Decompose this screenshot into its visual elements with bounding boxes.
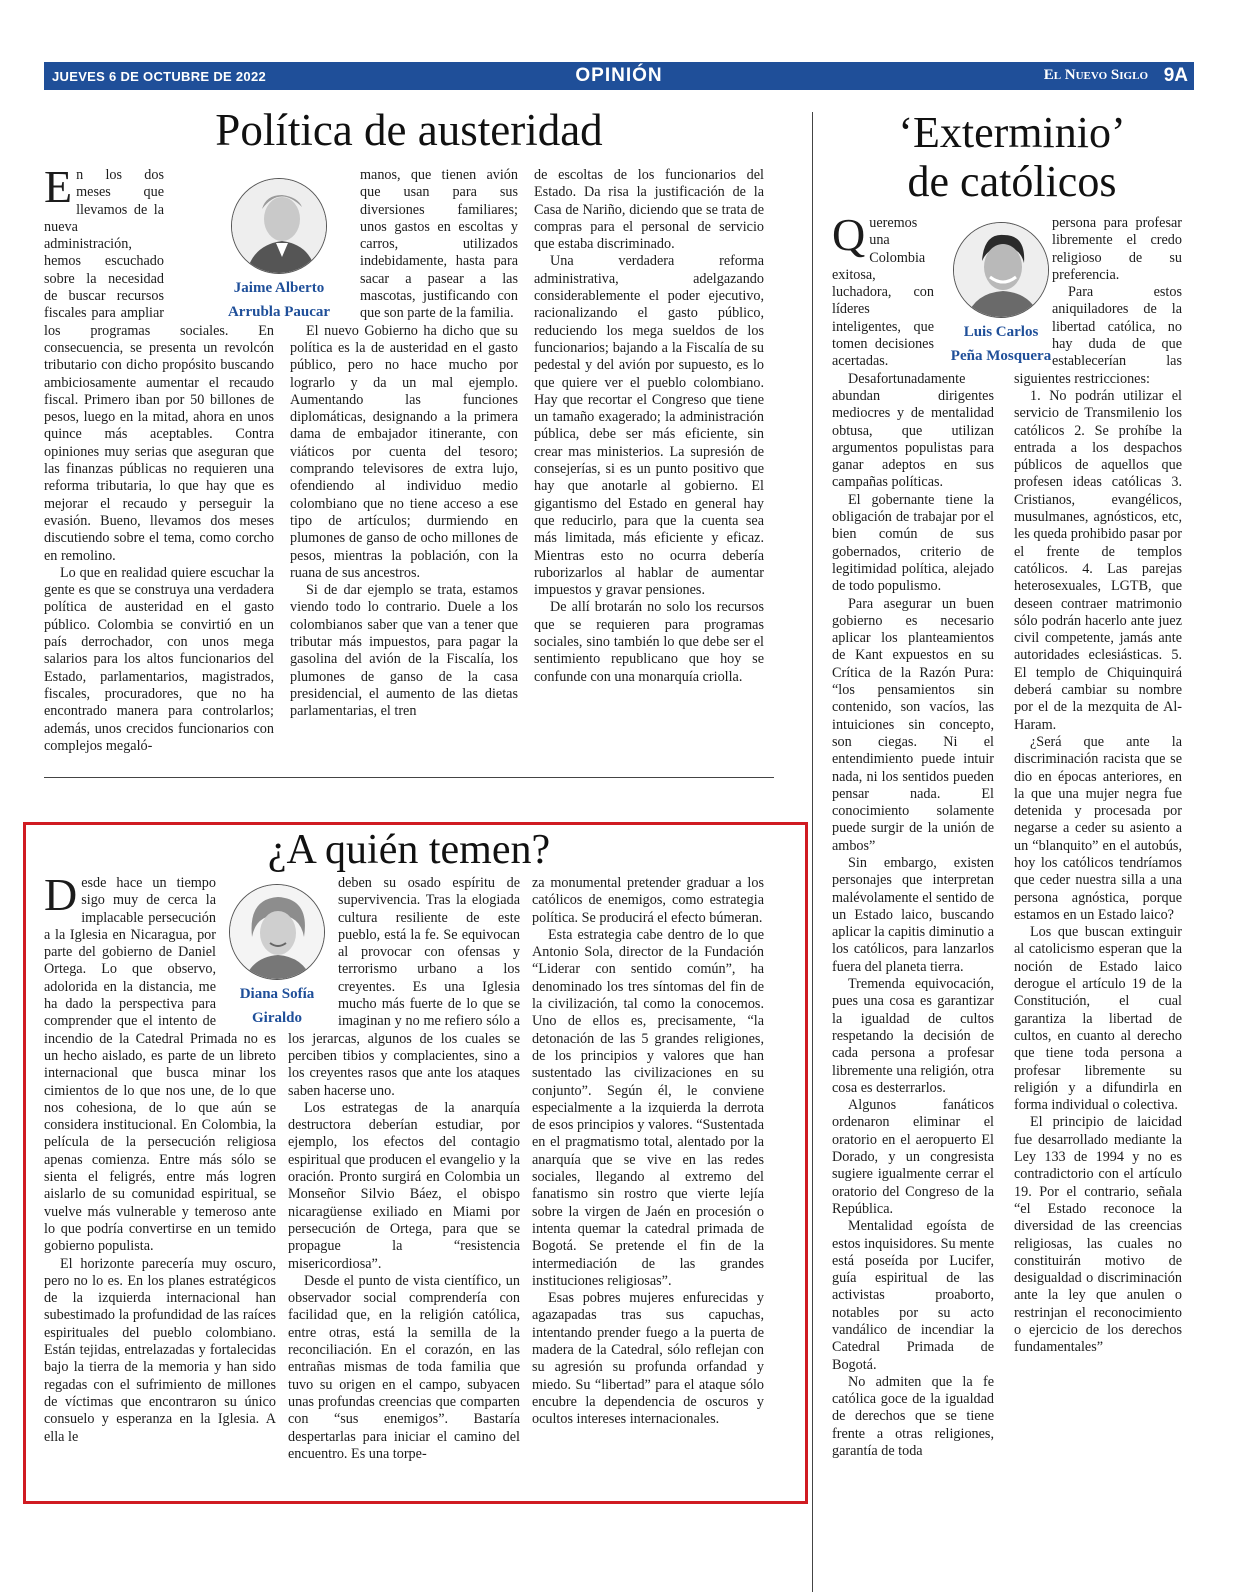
paragraph: manos, que tienen avión que usan para sus diversiones familiares; unos gastos en escoltas y carros, utilizados indebidamente, hasta para sacar a pasear a las mascotas, justificando con que son parte de la familia.: [360, 167, 518, 322]
paragraph: Sin embargo, existen personajes que interpretan malévolamente el sentido de un Estado laico, buscando aplicar la capitis diminutio a los católicos, para lanzarlos fuera del planeta tierra.: [832, 854, 994, 975]
paragraph: de escoltas de los funcionarios del Estado. Da risa la justificación de la Casa de Nariño, diciendo que se trata de compras para el personal de servicio que estaba discriminado.: [534, 167, 764, 253]
article1-column-1: [44, 161, 274, 755]
paragraph: deben su osado espíritu de supervivencia. Tras la elogiada cultura resiliente de este pueblo, está la fe. Se equivocan al provocar con ofensas y terrorismo urbano a los creyentes. Es una Iglesia mucho más fuerte de lo que se imaginan y no me refiero sólo a los jerarcas, algunos de los cuales se perciben tibios y complacientes, sino a los creyentes rasos que ante los ataques saben hacerse uno.: [288, 875, 520, 1099]
drop-cap: E: [44, 161, 73, 212]
paragraph: Esas pobres mujeres enfurecidas y agazapadas tras sus capuchas, intentando prender fuego a la puerta de madera de la Catedral, sólo reflejan con su agresión su profunda orfandad y miedo. Su “libertad” para el ataque sólo encubre la dependencia de oscuros y ocultos intereses internacionales.: [532, 1290, 764, 1428]
paragraph: 1. No podrán utilizar el servicio de Transmilenio los católicos 2. Se prohíbe la entrada a los despachos públicos de aquellos que profesen ideas católicas 3. Cristianos, evangélicos, musulmanes, agnósticos, etc, les queda prohibido pasar por el frente de templos católicos. 4. Las parejas heterosexuales, LGTB, que deseen contraer matrimonio sólo podrán hacerlo ante juez civil competente, jamás ante autoridades eclesiásticas. 5. El templo de Chiquinquirá deberá cambiar su nombre por el de la mezquita de Al-Haram.: [1014, 387, 1182, 733]
paragraph: Desafortunadamente abundan dirigentes mediocres y de mentalidad obtusa, que utilizan argumentos populistas para ganar adeptos en sus campañas políticas.: [832, 370, 994, 491]
article2-column-2: [1014, 215, 1182, 1357]
paragraph: El gobernante tiene la obligación de trabajar por el bien común de sus gobernados, criterio de legitimidad política, alejado de todo populismo.: [832, 491, 994, 595]
article3-column-1: [44, 869, 276, 1446]
paragraph: Una verdadera reforma administrativa, adelgazando considerablemente el poder ejecutivo, racionalizando el gasto público, reduciendo los mega sueldos de los funcionarios; bajando a la Fiscalía de su pedestal y del avión por supuesto, es lo que quiere ver el pueblo colombiano. Hay que recortar el Congreso que tiene un tamaño exagerado; la administración pública, debe ser más eficiente, sin crear mas ministerios. La supresión de consejerías, si es un punto positivo que hay que anotarle al gobierno. El gigantismo del Estado en general hay que reducirlo, para que la cuenta sea más limitada, más eficiente y eficaz. Mientras esto no ocurra debería ruborizarlos al hablar de aumentar impuestos y gravar pensiones.: [534, 253, 764, 599]
issue-date: JUEVES 6 DE OCTUBRE DE 2022: [52, 69, 267, 84]
page-number: 9A: [1163, 65, 1188, 86]
paragraph: Algunos fanáticos ordenaron eliminar el oratorio en el aeropuerto El Dorado, y un congresista sugiere igualmente cerrar el oratorio del Congreso de la República.: [832, 1097, 994, 1217]
article2-column-1: [832, 209, 994, 1460]
article-divider: [44, 777, 774, 778]
newspaper-name: El Nuevo Siglo: [1043, 67, 1148, 83]
paragraph: za monumental pretender graduar a los católicos de enemigos, como estrategia política. Se producirá el efecto búmeran.: [532, 875, 764, 926]
paragraph: No admiten que la fe católica goce de la igualdad de derechos que se tiene frente a otras religiones, garantía de toda: [832, 1373, 994, 1460]
paragraph: Mentalidad egoísta de estos inquisidores. Su mente está poseída por Lucifer, guía espiritual de las activistas proaborto, notables por su acto vandálico de incendiar la Catedral Primada de Bogotá.: [832, 1218, 994, 1373]
article2-headline: [842, 108, 1182, 207]
author-name-line1: Diana Sofía: [239, 986, 315, 1002]
paragraph: De allí brotarán no solo los recursos que se requieren para programas sociales, sino también lo que debe ser el sentimiento republicano que hoy se confunde con una monarquía criolla.: [534, 599, 764, 685]
author-name-line2: Arrubla Paucar: [227, 304, 331, 320]
paragraph: Desde el punto de vista científico, un observador social comprendería con facilidad que, en la religión católica, entre otras, está la semilla de la reconciliación. En el corazón, en las entrañas mismas de toda familia que tuvo su origen en el campo, subyacen unas profundas creencias que comparten con “sus enemigos”. Bastaría despertarlas para iniciar el camino del encuentro. Es una torpe-: [288, 1272, 520, 1462]
section-title: OPINIÓN: [575, 65, 663, 86]
paragraph: El horizonte parecería muy oscuro, pero no lo es. En los planes estratégicos de la izquierda internacional han subestimado la profundidad de las raíces espirituales del pueblo colombiano. Están tejidas, entrelazadas y fortalecidas bajo la tierra de la memoria y han sido regadas con el sufrimiento de millones de víctimas que encontraron su único consuelo y esperanza en la Iglesia. A ella le: [44, 1255, 276, 1445]
paragraph: Los estrategas de la anarquía destructora deberían estudiar, por ejemplo, los efectos del contagio espiritual que producen el evangelio y la oración. Pronto surgirá en Colombia un Monseñor Silvio Báez, el obispo nicaragüense exiliado en Miami por persecución de Ortega, para que se propague la “resistencia misericordiosa”.: [288, 1099, 520, 1272]
article1-headline: Política de austeridad: [215, 105, 603, 155]
article1-column-3: [534, 167, 764, 686]
paragraph: esde hace un tiempo sigo muy de cerca la implacable persecución a la Iglesia en Nicaragua, por parte del gobierno de Daniel Ortega. Lo que observo, adolorida en la distancia, me ha dado la perspectiva para comprender que el intento de incendio de la Catedral Primada no es un hecho aislado, es parte de un libreto internacional que busca minar los cimientos de lo que nos une, de lo que nos cohesiona, de lo que aún se considera institucional. En Colombia, la película de la persecución religiosa apenas comienza. Entre más sólo se sienta el feligrés, entre más logren aislarlo de su comunidad espiritual, se vuelve más vulnerable y temeroso ante lo que podría convertirse en un temido gobierno populista.: [44, 875, 276, 1255]
paragraph: Para estos aniquiladores de la libertad católica, no hay duda de que establecerían las siguientes restricciones:: [1014, 284, 1182, 387]
author-name-line2: Peña Mosquera: [950, 348, 1052, 364]
paragraph: Lo que en realidad quiere escuchar la gente es que se construya una verdadera política de austeridad en el gasto público. Colombia se convirtió en un país derrochador, con unos mega salarios para los altos funcionarios del Estado, parlamentarios, magistrados, fiscales, procuradores, que no ha encontrado manera para controlarlos; además, unos crecidos funcionarios con complejos megaló-: [44, 564, 274, 754]
author-name-line1: Luis Carlos: [963, 324, 1039, 340]
paragraph: Tremenda equivocación, pues una cosa es garantizar la igualdad de cultos respetando la decisión de cada persona a profesar libremente una religión, otra cosa es desterrarlos.: [832, 976, 994, 1096]
paragraph: El principio de laicidad fue desarrollado mediante la Ley 133 de 1994 y no es contradictorio con el artículo 19. Por el contrario, señala “el Estado reconoce la diversidad de las creencias religiosas, las cuales no constituirán motivo de desigualdad o discriminación ante la ley que anulen o restrinjan el reconocimiento o ejercicio de los derechos fundamentales”: [1014, 1114, 1182, 1356]
paragraph: El nuevo Gobierno ha dicho que su política es la de austeridad en el gasto público, pero no hace mucho por lograrlo y da un mal ejemplo. Aumentando las funciones diplomáticas, designando a la primera dama de embajador itinerante, con viáticos por cuenta del tesoro; comprando televisores de extra lujo, ofendiendo al individuo medio colombiano que no tiene acceso a ese tipo de artículos; durmiendo en plumones de ganso de ocho millones de pesos, mientras la población, con la ruana de sus ancestros.: [290, 322, 518, 581]
author-name-line1: Jaime Alberto: [233, 280, 325, 296]
article1-column-2: [290, 167, 518, 721]
paragraph: ueremos una Colombia exitosa, luchadora, con líderes inteligentes, que tomen decisiones acertadas.: [832, 215, 934, 370]
author-name-line2: Giraldo: [251, 1010, 302, 1026]
paragraph: n los dos meses que llevamos de la nueva administración, hemos escuchado sobre la necesidad de buscar recursos fiscales para ampliar los programas sociales. En consecuencia, se presenta un revolcón tributario con dicho propósito buscando ambiciosamente aumentar el recaudo fiscal. Primero iban por 50 billones de pesos, luego en la mitad, ahora en unos quince más aceptables. Contra opiniones muy serias que aseguran que las finanzas públicas no requieren una reforma tributaria, lo que hay que es mejorar el recaudo y perseguir la evasión. Bueno, llevamos dos meses discutiendo sobre el tema, como corcho en remolino.: [44, 167, 274, 564]
paragraph: Si de dar ejemplo se trata, estamos viendo todo lo contrario. Duele a los colombianos saber que van a tener que tributar más impuestos, para pagar la gasolina del avión de la Fiscalía, los plumones de ganso de la casa presidencial, el aumento de las dietas parlamentarias, el tren: [290, 582, 518, 720]
paragraph: ¿Será que ante la discriminación racista que se dio en épocas anteriores, en la que una mujer negra fue detenida y procesada por negarse a ceder su asiento a un “blanquito” en el autobús, hoy los católicos tendríamos que ceder nuestra silla a una persona agnóstica, porque estamos en un Estado laico?: [1014, 733, 1182, 923]
article3-column-2: [288, 875, 520, 1463]
paragraph: persona para profesar libremente el credo religioso de su preferencia.: [1052, 215, 1182, 283]
article3-column-3: [532, 875, 764, 1429]
headline-line1: ‘Exterminio’: [898, 108, 1126, 157]
paragraph: Los que buscan extinguir al catolicismo esperan que la noción de Estado laico derogue el artículo 19 de la Constitución, el cual garantiza la libertad de cultos, en cuanto al derecho que tiene toda persona a profesar libremente su religión y a difundirla en forma individual o colectiva.: [1014, 924, 1182, 1114]
column-divider: [812, 112, 813, 1592]
paragraph: Esta estrategia cabe dentro de lo que Antonio Sola, director de la Fundación “Liderar con sentido común”, ha denominado los tres síntomas del fin de la civilización, tal como la conocemos. Uno de ellos es, precisamente, “la detonación de las 5 grandes religiones, de los principios y valores que han sustentado las civilizaciones en su conjunto”. Según él, le conviene especialmente a la izquierda la derrota de esos principios y valores. “Sustentada en el pragmatismo total, alentado por la anarquía que se vive en las redes sociales, llegando al extremo del fanatismo sin rostro que vierte lejía sobre la virgen de Jaén en procesión o intenta quemar la catedral primada de Bogotá. Se pretende el fin de la intermediación de las grandes instituciones religiosas”.: [532, 926, 764, 1289]
drop-cap: Q: [832, 209, 866, 260]
drop-cap: D: [44, 869, 78, 920]
headline-line2: de católicos: [907, 157, 1117, 207]
page-header: [44, 62, 1194, 90]
paragraph: Para asegurar un buen gobierno es necesario aplicar los planteamientos de Kant expuestos en su Crítica de la Razón Pura: “los pensamientos sin contenido, son vacíos, las intuiciones sin concepto, son ciegas. Ni el entendimiento puede intuir nada, ni los sentidos pueden pensar nada. El conocimiento solamente puede surgir de la unión de ambos”: [832, 595, 994, 854]
article3-headline: ¿A quién temen?: [267, 827, 551, 873]
